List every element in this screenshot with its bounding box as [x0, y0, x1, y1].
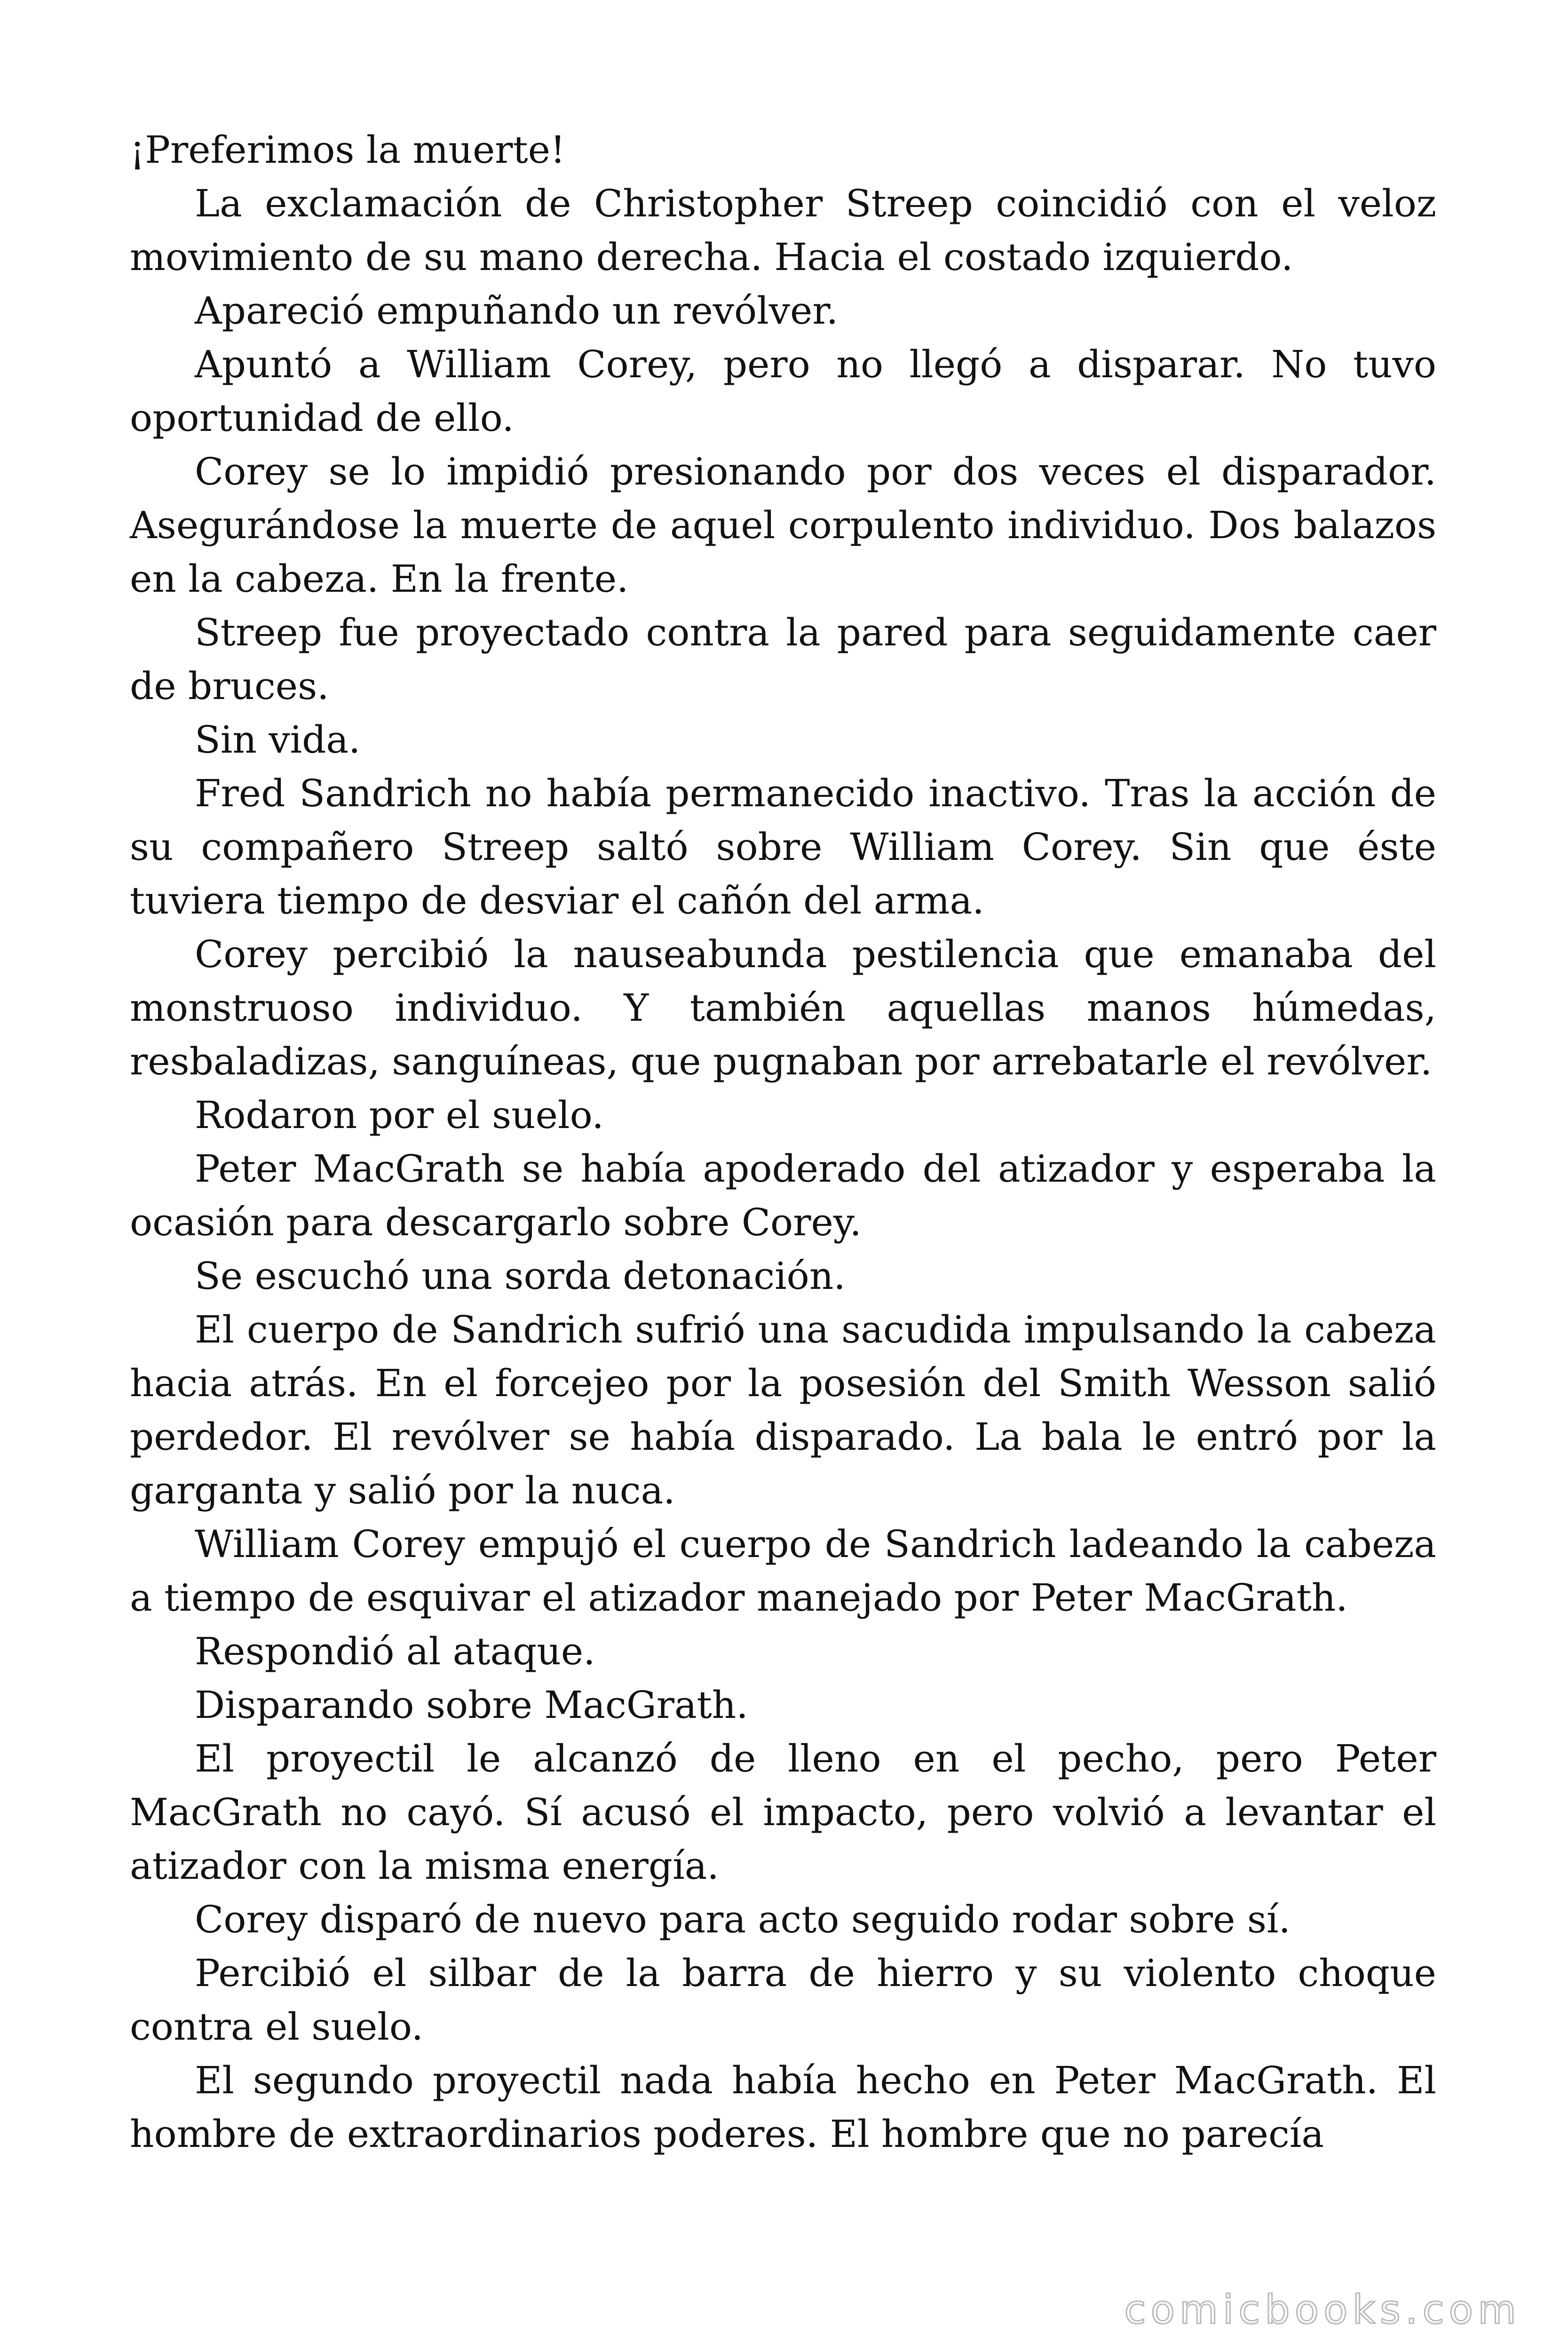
paragraph: Corey se lo impidió presionando por dos veces el disparador. Asegurándose la muerte de aquel corpulento individuo. Dos balazos en la cabeza. En la frente.	[130, 450, 1436, 601]
paragraph: Peter MacGrath se había apoderado del atizador y esperaba la ocasión para descargarlo sobre Corey.	[130, 1147, 1436, 1244]
paragraph: Fred Sandrich no había permanecido inactivo. Tras la acción de su compañero Streep saltó sobre William Corey. Sin que éste tuviera tiempo de desviar el cañón del arma.	[130, 771, 1436, 922]
paragraph: ¡Preferimos la muerte!	[130, 128, 566, 172]
paragraph: La exclamación de Christopher Streep coincidió con el veloz movimiento de su mano derecha. Hacia el costado izquierdo.	[130, 182, 1436, 279]
paragraph: Apuntó a William Corey, pero no llegó a disparar. No tuvo oportunidad de ello.	[130, 342, 1436, 440]
paragraph: Respondió al ataque.	[195, 1629, 595, 1673]
watermark: comicbooks.com	[1124, 2287, 1521, 2333]
paragraph: Rodaron por el suelo.	[195, 1093, 604, 1137]
paragraph: El cuerpo de Sandrich sufrió una sacudida impulsando la cabeza hacia atrás. En el forcejeo por la posesión del Smith Wesson salió perdedor. El revólver se había disparado. La bala le entró por la garganta y salió por la nuca.	[130, 1308, 1436, 1512]
paragraph: El proyectil le alcanzó de lleno en el pecho, pero Peter MacGrath no cayó. Sí acusó el impacto, pero volvió a levantar el atizador con la misma energía.	[130, 1737, 1436, 1888]
paragraph: Percibió el silbar de la barra de hierro y su violento choque contra el suelo.	[130, 1951, 1436, 2049]
paragraph: Corey disparó de nuevo para acto seguido rodar sobre sí.	[195, 1898, 1291, 1941]
paragraph: Streep fue proyectado contra la pared para seguidamente caer de bruces.	[130, 611, 1436, 708]
paragraph: Corey percibió la nauseabunda pestilencia que emanaba del monstruoso individuo. Y también aquellas manos húmedas, resbaladizas, sanguíneas, que pugnaban por arrebatarle el revólver.	[130, 932, 1436, 1083]
paragraph: Apareció empuñando un revólver.	[195, 289, 839, 333]
page-text-body	[130, 123, 1436, 2161]
paragraph: El segundo proyectil nada había hecho en Peter MacGrath. El hombre de extraordinarios poderes. El hombre que no parecía	[130, 2058, 1436, 2156]
paragraph: Sin vida.	[195, 718, 361, 762]
paragraph: Disparando sobre MacGrath.	[195, 1683, 748, 1727]
paragraph: Se escuchó una sorda detonación.	[195, 1254, 846, 1298]
paragraph: William Corey empujó el cuerpo de Sandrich ladeando la cabeza a tiempo de esquivar el atizador manejado por Peter MacGrath.	[130, 1522, 1436, 1620]
